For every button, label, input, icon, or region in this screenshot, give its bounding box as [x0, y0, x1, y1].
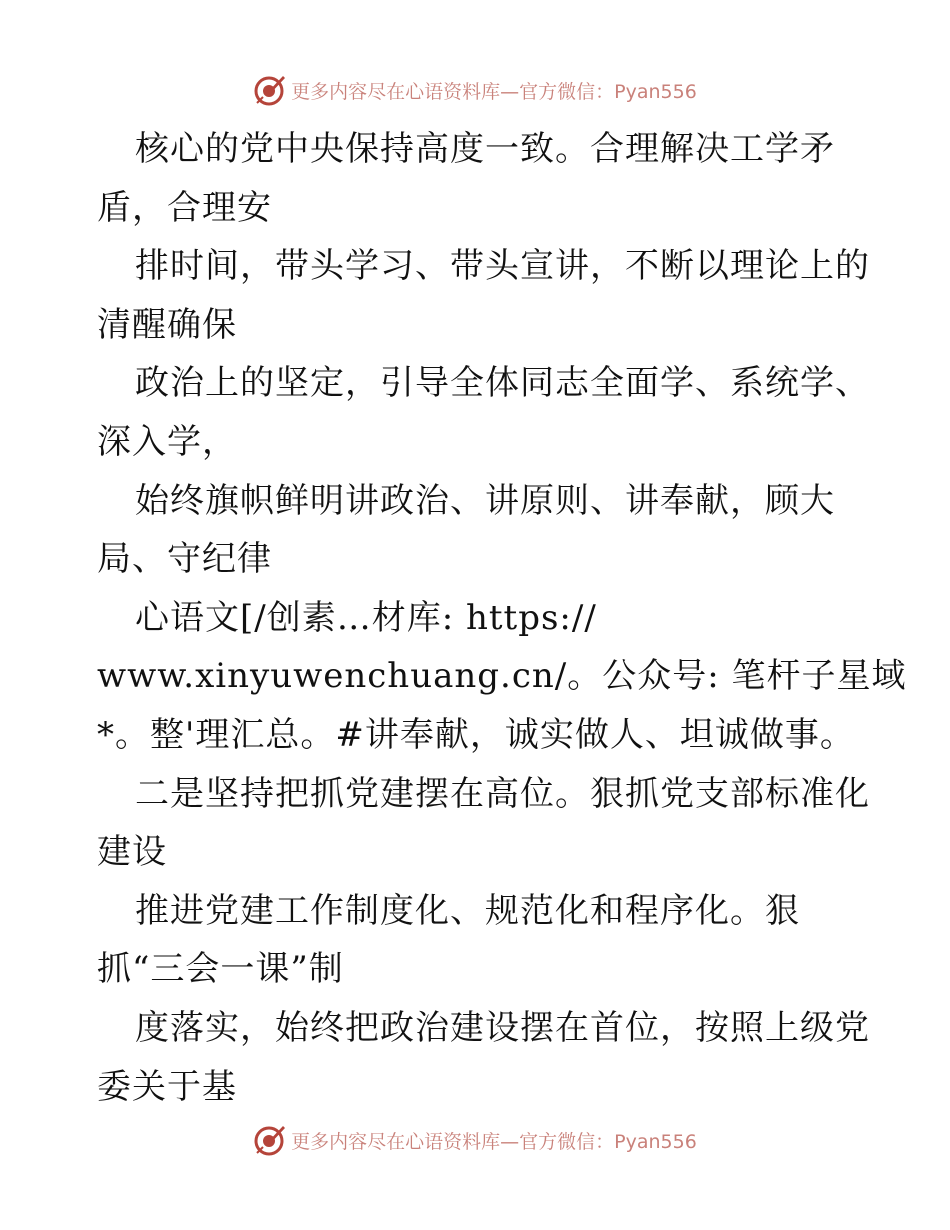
footer-watermark-text: 更多内容尽在心语资料库—官方微信：Pyan556 [291, 1130, 697, 1153]
body-line-9: 心语文[/创素…材库: https:// [135, 597, 597, 638]
body-line-15: 抓“三会一课”制 [97, 949, 344, 990]
body-line-3: 排时间，带头学习、带头宣讲，不断以理论上的 [135, 246, 870, 287]
body-line-16: 度落实，始终把政治建设摆在首位，按照上级党 [135, 1007, 870, 1048]
footer-watermark [0, 1120, 950, 1160]
body-line-2: 盾，合理安 [97, 187, 272, 228]
body-line-13: 建设 [97, 832, 167, 873]
body-line-5: 政治上的坚定，引导全体同志全面学、系统学、 [135, 363, 870, 404]
body-line-14: 推进党建工作制度化、规范化和程序化。狠 [135, 890, 800, 931]
quill-pen-seal-icon [253, 1123, 287, 1157]
body-line-17: 委关于基 [97, 1066, 237, 1107]
body-line-12: 二是坚持把抓党建摆在高位。狠抓党支部标准化 [135, 773, 870, 814]
header-watermark [0, 70, 950, 110]
body-line-11: *。整'理汇总。#讲奉献，诚实做人、坦诚做事。 [97, 714, 855, 755]
body-line-7: 始终旗帜鲜明讲政治、讲原则、讲奉献，顾大 [135, 480, 835, 521]
body-line-10: www.xinyuwenchuang.cn/。公众号: 笔杆子星域 [97, 656, 907, 697]
quill-pen-seal-icon [253, 73, 287, 107]
header-watermark-text: 更多内容尽在心语资料库—官方微信：Pyan556 [291, 80, 697, 103]
body-text [97, 120, 907, 1116]
body-line-1: 核心的党中央保持高度一致。合理解决工学矛 [135, 129, 835, 169]
body-line-4: 清醒确保 [97, 304, 237, 345]
body-line-8: 局、守纪律 [97, 539, 272, 580]
body-line-6: 深入学， [97, 421, 237, 462]
